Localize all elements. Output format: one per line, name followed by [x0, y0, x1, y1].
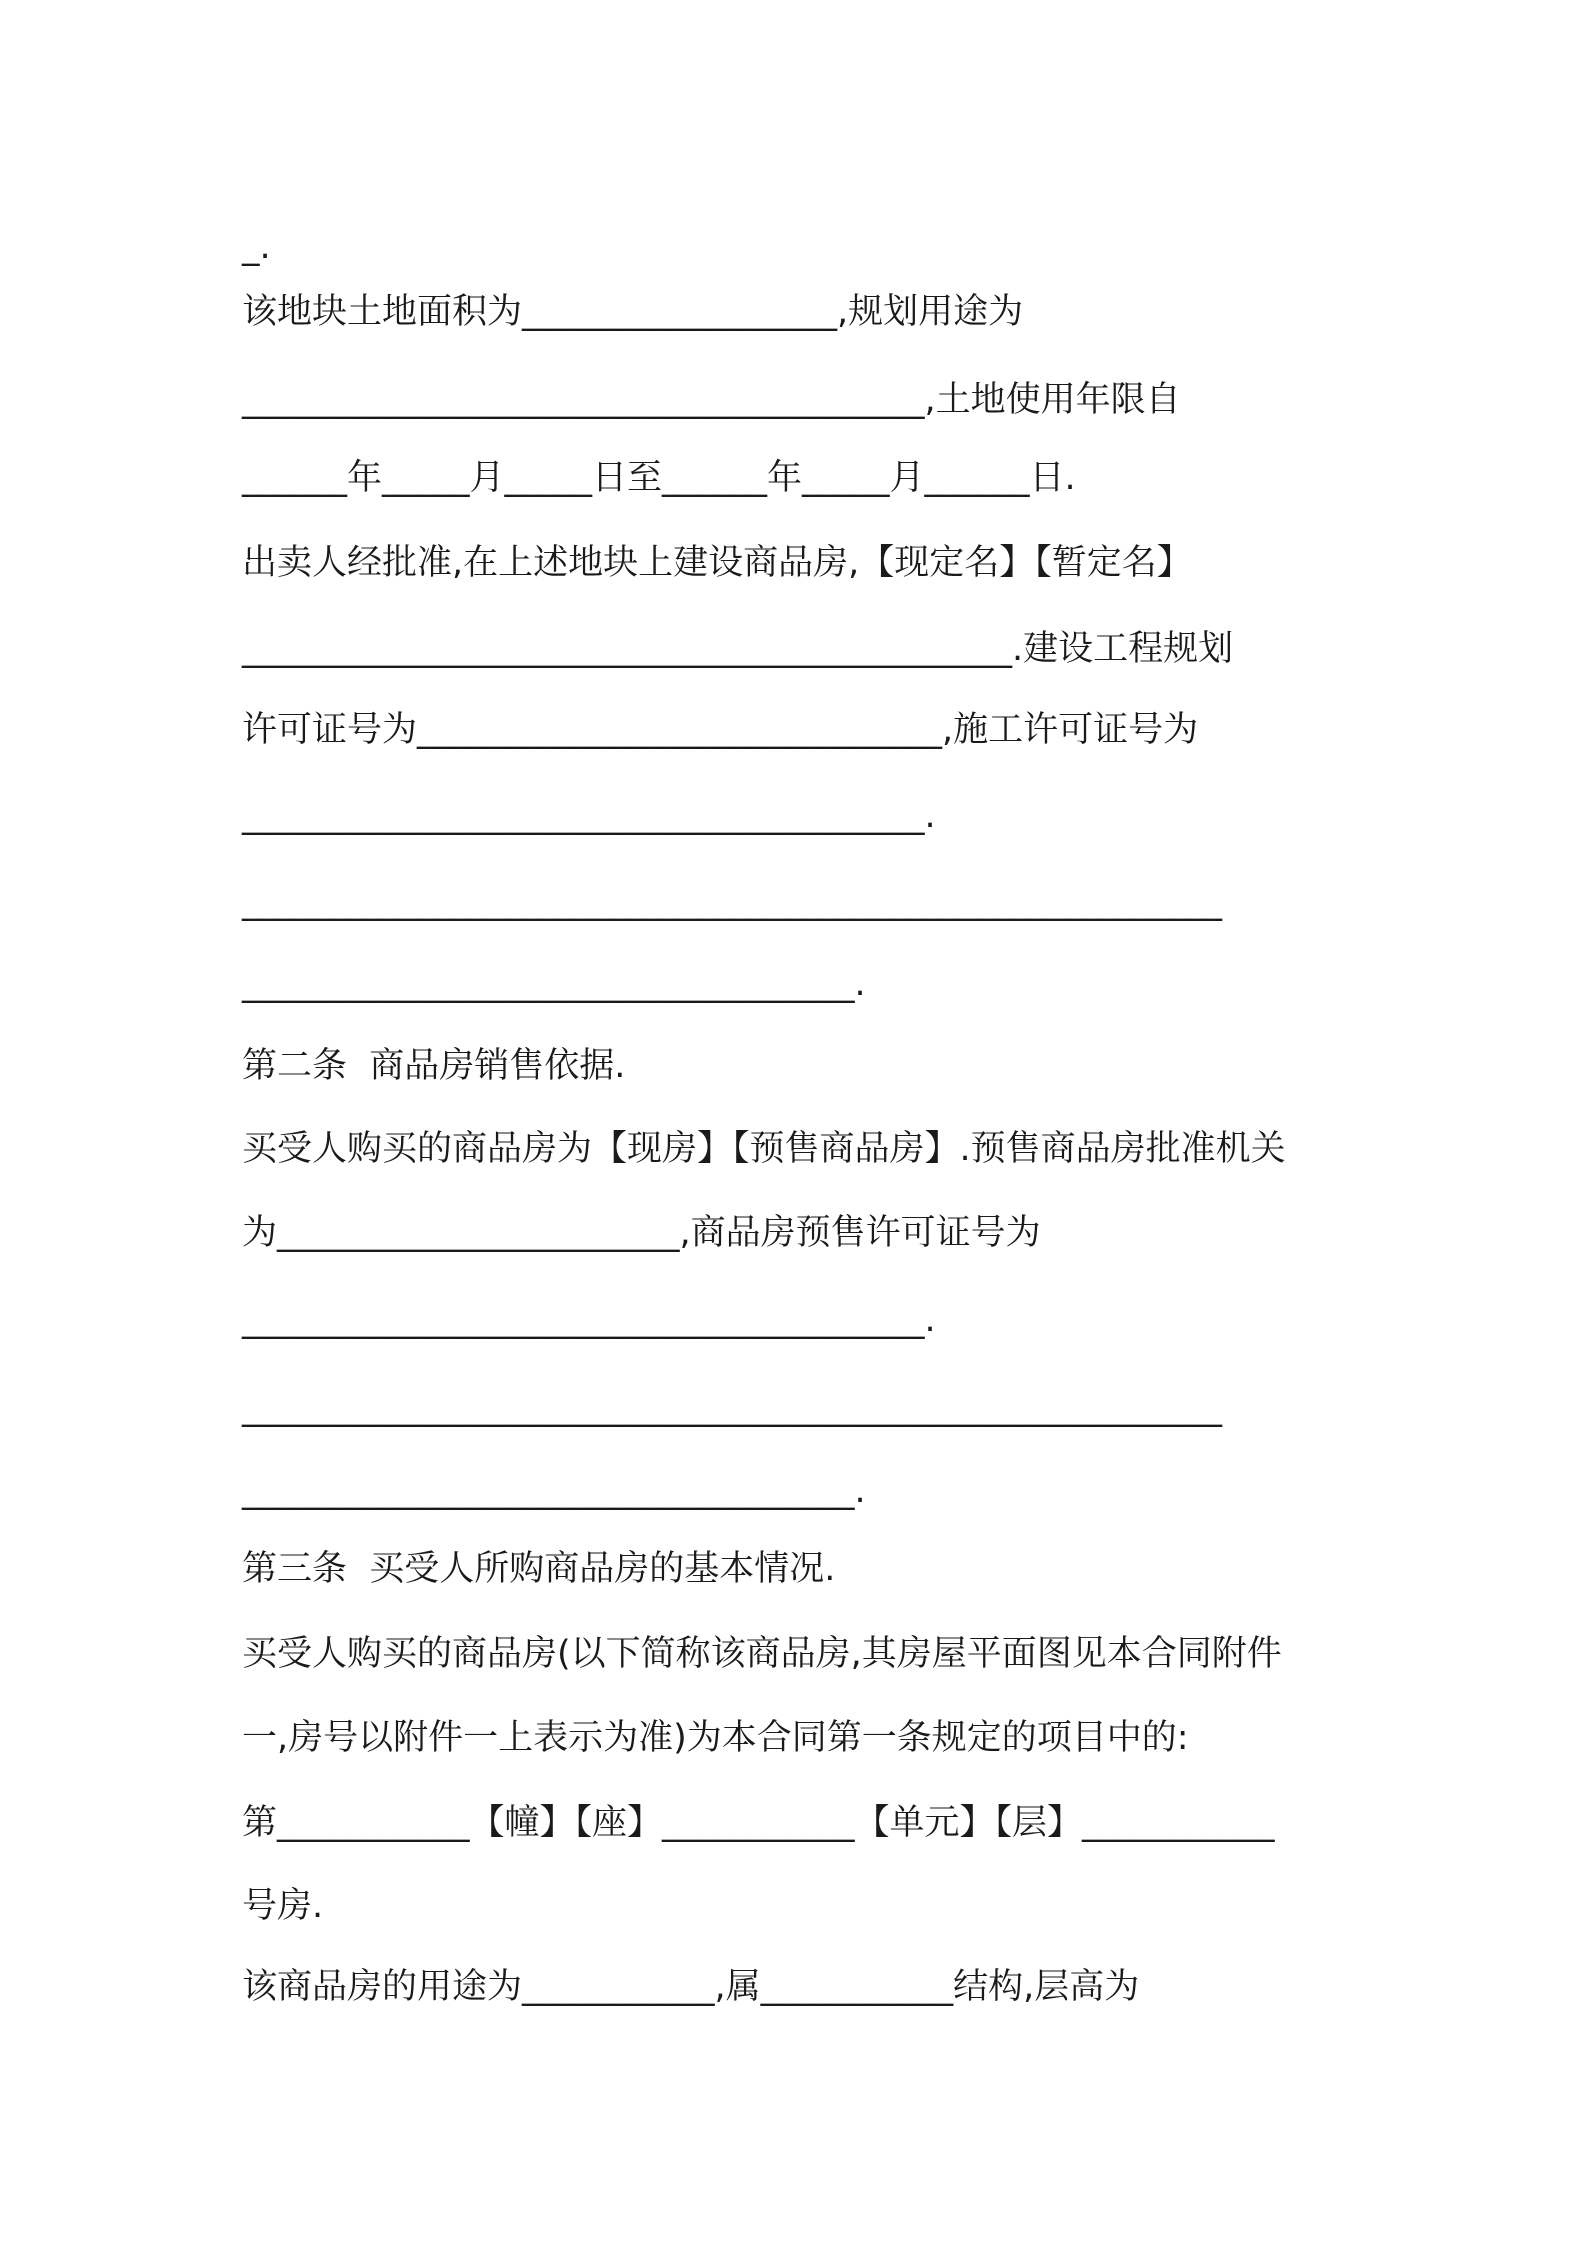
text-line-19: 一,房号以附件一上表示为准)为本合同第一条规定的项目中的: [242, 1718, 1189, 1758]
text-line-14: _______________________________________. [242, 1300, 936, 1340]
text-line-6: ____________________________________________.建设工程规划 [242, 629, 1234, 669]
section-heading-article-2: 第二条 商品房销售依据. [242, 1046, 626, 1086]
text-line-21: 号房. [242, 1886, 324, 1926]
text-line-20: 第___________【幢】【座】___________【单元】【层】___________ [242, 1803, 1275, 1843]
text-line-4: ______年_____月_____日至______年_____月______日. [242, 458, 1076, 498]
text-line-3: _______________________________________,土地使用年限自 [242, 380, 1181, 420]
text-line-16: ___________________________________. [242, 1471, 866, 1511]
text-line-18: 买受人购买的商品房(以下简称该商品房,其房屋平面图见本合同附件 [242, 1634, 1282, 1674]
text-line-9: ________________________________________________________ [242, 882, 1222, 922]
text-line-7: 许可证号为______________________________,施工许可证号为 [242, 710, 1199, 750]
text-line-13: 为_______________________,商品房预售许可证号为 [242, 1213, 1041, 1253]
text-line-10: ___________________________________. [242, 964, 866, 1004]
section-heading-article-3: 第三条 买受人所购商品房的基本情况. [242, 1549, 836, 1589]
text-line-5: 出卖人经批准,在上述地块上建设商品房,【现定名】【暂定名】 [242, 543, 1192, 583]
text-line-2: 该地块土地面积为__________________,规划用途为 [242, 292, 1024, 332]
text-line-1: _. [242, 227, 271, 267]
text-line-8: _______________________________________. [242, 796, 936, 836]
text-line-15: ________________________________________________________ [242, 1388, 1222, 1428]
text-line-22: 该商品房的用途为___________,属___________结构,层高为 [242, 1967, 1140, 2007]
text-line-12: 买受人购买的商品房为【现房】【预售商品房】.预售商品房批准机关 [242, 1129, 1286, 1169]
